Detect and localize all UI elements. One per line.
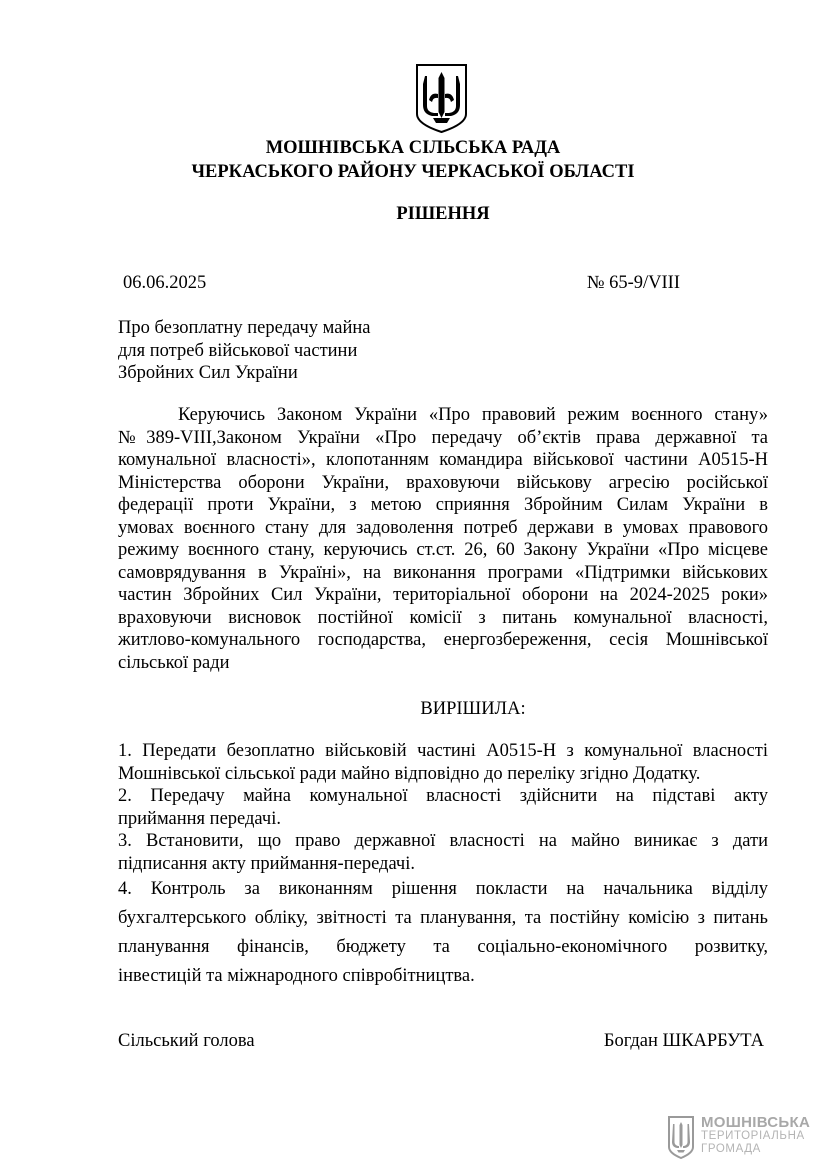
point-line: бухгалтерського обліку, звітності та планування, та постійну комісію з питань bbox=[118, 908, 768, 928]
point-line: інвестицій та міжнародного співробітництва. bbox=[118, 966, 475, 986]
council-district: ЧЕРКАСЬКОГО РАЙОНУ ЧЕРКАСЬКОЇ ОБЛАСТІ bbox=[191, 162, 635, 182]
decision-point-1 bbox=[118, 740, 768, 785]
decision-date: 06.06.2025 bbox=[123, 273, 207, 293]
point-line: 4. Контроль за виконанням рішення покласти на начальника відділу bbox=[118, 879, 768, 899]
decision-point-3 bbox=[118, 830, 768, 875]
signatory-name: Богдан ШКАРБУТА bbox=[603, 1031, 764, 1051]
resolved-heading: ВИРІШИЛА: bbox=[420, 699, 526, 719]
logo-line: ГРОМАДА bbox=[701, 1143, 761, 1155]
preamble-line: Керуючись Законом України «Про правовий режим воєнного стану» bbox=[178, 405, 768, 425]
subject-line: Про безоплатну передачу майна bbox=[118, 318, 371, 338]
community-logo bbox=[667, 1114, 811, 1161]
preamble-line: режиму воєнного стану, керуючись ст.ст. 26, 60 Закону України «Про місцеве bbox=[118, 540, 768, 560]
point-line: 1. Передати безоплатно військовій частині А0515-Н з комунальної власності bbox=[118, 741, 768, 761]
preamble-line: Міністерства оборони України, враховуючи військову агресію російської bbox=[118, 472, 768, 493]
preamble-line: федерації проти України, з метою сприяння Збройним Силам України в bbox=[118, 495, 768, 515]
point-line: Мошнівської сільської ради майно відповідно до переліку згідно Додатку. bbox=[118, 763, 701, 784]
point-line: планування фінансів, бюджету та соціально-економічного розвитку, bbox=[118, 937, 768, 957]
decision-points bbox=[118, 740, 768, 991]
preamble-line: самоврядування в Україні», на виконання програми «Підтримки військових bbox=[118, 562, 768, 583]
preamble-paragraph bbox=[118, 404, 768, 674]
logo-line: МОШНІВСЬКА bbox=[701, 1114, 811, 1131]
subject-line: для потреб військової частини bbox=[118, 340, 358, 361]
logo-text bbox=[701, 1115, 810, 1156]
council-name: МОШНІВСЬКА СІЛЬСЬКА РАДА bbox=[265, 138, 561, 158]
decision-number: № 65-9/VIII bbox=[586, 273, 680, 293]
subject-line: Збройних Сил України bbox=[118, 363, 298, 383]
preamble-line: сільської ради bbox=[118, 652, 230, 673]
logo-line: ТЕРИТОРІАЛЬНА bbox=[701, 1130, 805, 1142]
decision-point-2 bbox=[118, 785, 768, 830]
trident-emblem-icon bbox=[414, 62, 469, 134]
point-line: 2. Передачу майна комунальної власності здійснити на підставі акту bbox=[118, 786, 768, 806]
signatory-title: Сільський голова bbox=[118, 1031, 255, 1051]
preamble-line: №389-VIII,Законом України «Про передачу об’єктів права державної та bbox=[118, 427, 768, 448]
decision-point-4 bbox=[118, 875, 768, 991]
preamble-line: враховуючи висновок постійної комісії з питань комунальної власності, bbox=[118, 607, 768, 628]
point-line: 3. Встановити, що право державної власності на майно виникає з дати bbox=[118, 831, 768, 851]
preamble-line: житлово-комунального господарства, енергозбереження, сесія Мошнівської bbox=[118, 630, 768, 650]
document-type: РІШЕННЯ bbox=[396, 204, 490, 224]
preamble-line: частин Збройних Сил України, територіальної оборони на 2024-2025 роки» bbox=[118, 585, 768, 605]
trident-logo-icon bbox=[667, 1115, 695, 1159]
preamble-line: умовах воєнного стану для задоволення потреб держави в умовах правового bbox=[118, 517, 768, 538]
point-line: приймання передачі. bbox=[118, 808, 281, 829]
point-line: підписання акту приймання-передачі. bbox=[118, 853, 416, 874]
preamble-line: комунальної власності», клопотанням командира військової частини А0515-Н bbox=[118, 450, 768, 470]
decision-subject bbox=[118, 317, 518, 385]
